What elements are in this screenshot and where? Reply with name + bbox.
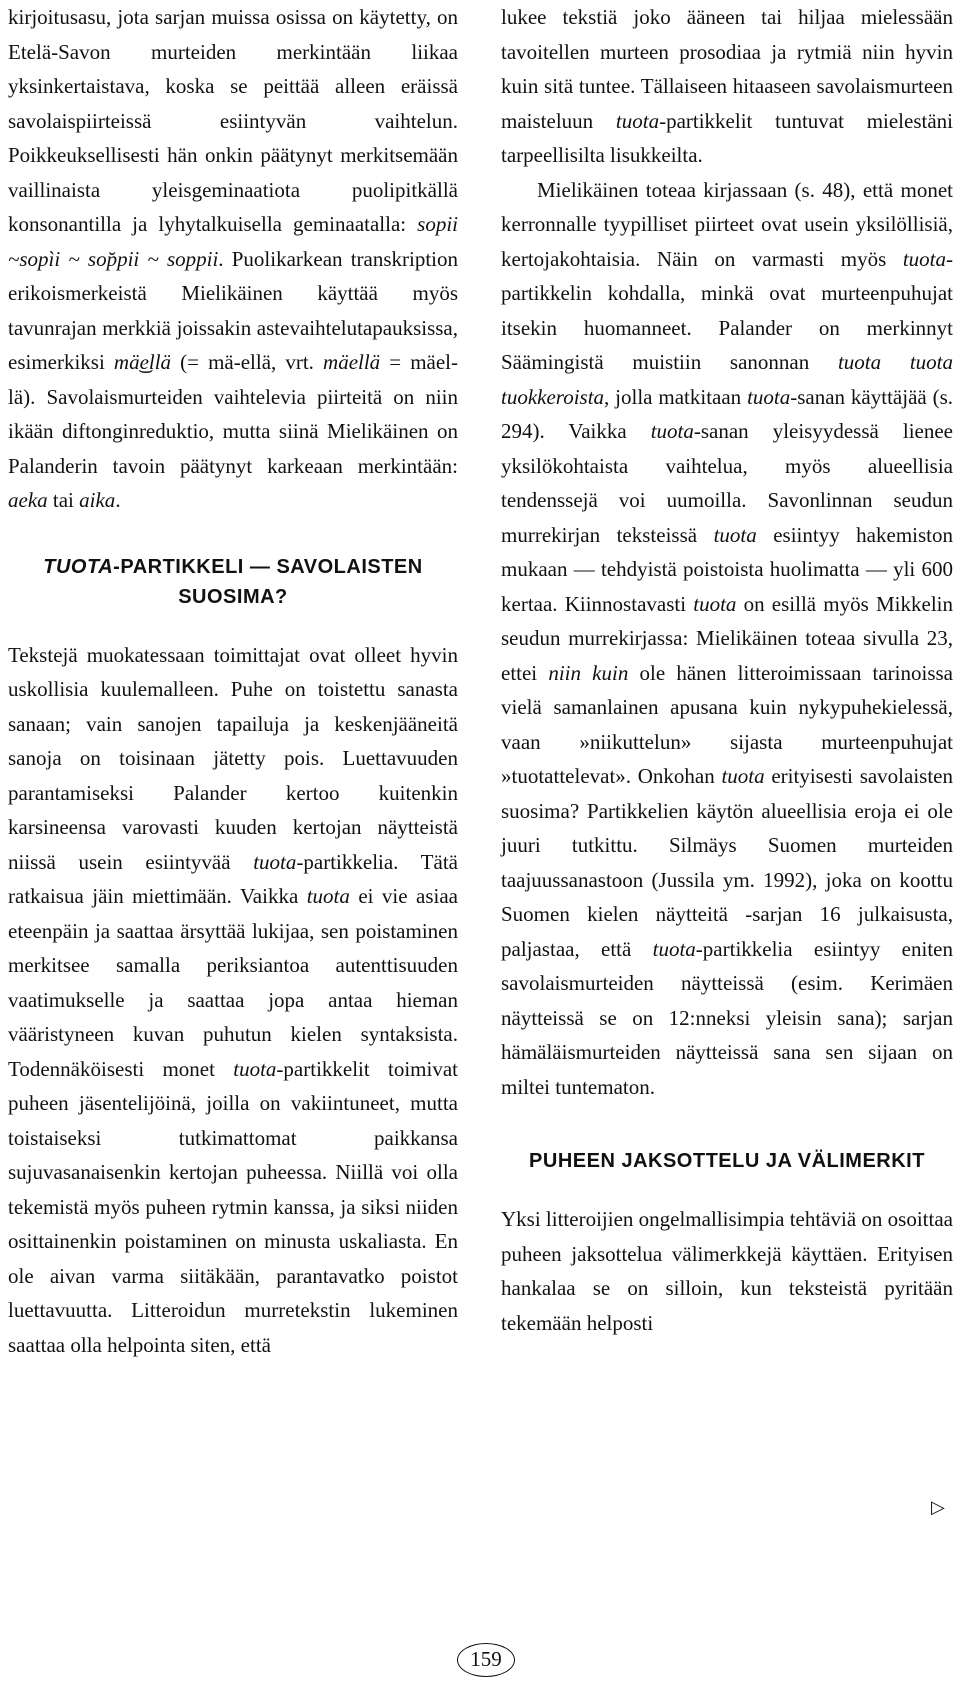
right-column (501, 0, 953, 1340)
left-column (8, 0, 458, 1362)
page-number: 159 (457, 1643, 515, 1677)
left-paragraph-1: kirjoitusasu, jota sarjan muissa osissa on käytetty, on Etelä-Savon murteiden merkintään liikaa yksinkertaistava, koska se peittää alleen eräissä savolaispiirteissä esiintyvän vaihtelun. Poikkeuksellisesti hän onkin päätynyt merkitsemään vaillinaista yleisgeminaatiota puolipitkällä konsonantilla ja lyhytalkuisella geminaatalla: sopii ~sopìi ~ sop̆pii ~ soppii. Puolikarkean transkription erikoismerkeistä Mielikäinen käyttää myös tavunrajan merkkiä joissakin astevaihtelutapauksissa, esimerkiksi mä͜ellä (= mä-ellä, vrt. mäellä = mäel-lä). Savolaismurteiden vaihtelevia piirteitä on niin ikään diftonginreduktio, mutta siinä Mielikäinen on Palanderin tavoin päätynyt karkeaan merkintään: aeka tai aika. (8, 5, 459, 512)
section-heading-jaksottelu: PUHEEN JAKSOTTELU JA VÄLIMERKIT (529, 1150, 925, 1172)
right-paragraph-2: Mielikäinen toteaa kirjassaan (s. 48), että monet kerronnalle tyypilliset piirteet ovat usein yksilöllisiä, kertojakohtaisia. Näin on varmasti myös tuota-partikkelin kohdalla, minkä ovat murteenpuhujat itsekin huomanneet. Palander on merkinnyt Säämingistä muistiin sanonnan tuota tuota tuokkeroista, jolla matkitaan tuota-sanan käyttäjää (s. 294). Vaikka tuota-sanan yleisyydessä lienee yksilökohtaista vaihtelua, myös alueellisia tendenssejä voi uumoilla. Savonlinnan seudun murrekirjan teksteissä tuota esiintyy hakemiston mukaan — tehdyistä poistoista huolimatta — yli 600 kertaa. Kiinnostavasti tuota on esillä myös Mikkelin seudun murrekirjassa: Mielikäinen toteaa sivulla 23, ettei niin kuin ole hänen litteroimissaan tarinoissa vielä samanlainen apusana kuin nykypuhekielessä, vaan »niikuttelun» sijasta murteenpuhujat »tuotattelevat». Onkohan tuota erityisesti savolaisten suosima? Partikkelien käytön alueellisia eroja ei ole juuri tutkittu. Silmäys Suomen murteiden taajuussanastoon (Jussila ym. 1992), joka on koottu Suomen kielen näytteitä -sarjan 16 julkaisusta, paljastaa, että tuota-partikkelia esiintyy eniten savolaismurteiden näytteissä (esim. Kerimäen näytteissä se on 12:nneksi yleisin sana); sarjan hämäläismurteiden näytteissä sana sen sijaan on miltei tuntematon. (501, 177, 954, 1099)
right-paragraph-1: lukee tekstiä joko ääneen tai hiljaa mielessään tavoitellen murteen prosodiaa ja rytmiä niin hyvin kuin sitä tuntee. Tällaiseen hitaaseen savolaismurteen maisteluun tuota-partikkelit tuntuvat mielestäni tarpeellisilta lisukkeilta. (501, 5, 953, 167)
left-paragraph-2: Tekstejä muokatessaan toimittajat ovat olleet hyvin uskollisia kuulemalleen. Puhe on toistettu sanasta sanaan; vain sanojen tapailuja ja keskenjääneitä sanoja on toisinaan jätetty pois. Luettavuuden parantamiseksi Palander kertoo kuitenkin karsineensa varovasti kuuden kertojan näytteistä niissä usein esiintyvää tuota-partikkelia. Tätä ratkaisua jäin miettimään. Vaikka tuota ei vie asiaa eteenpäin ja saattaa ärsyttää lukijaa, sen poistaminen merkitsee samalla periksiantoa autenttisuuden vaatimukselle ja saattaa jopa antaa hieman vääristyneen kuvan puhutun kielen syntaksista. Todennäköisesti monet tuota-partikkelit toimivat puheen jäsentelijöinä, joilla on vakiintuneet, mutta toistaiseksi tutkimattomat paikkansa sujuvasanaisenkin kertojan puheessa. Niillä voi olla tekemistä myös puheen rytmin kanssa, ja siksi niiden osittainenkin poistaminen on minusta uskaliasta. En ole aivan varma siitäkään, parantavatko poistot luettavuutta. Litteroidun murretekstin lukeminen saattaa olla helpointa siten, että (8, 642, 459, 1357)
right-paragraph-3: Yksi litteroijien ongelmallisimpia tehtäviä on osoittaa puheen jaksottelua välimerkkejä käyttäen. Erityisen hankalaa se on silloin, kun teksteistä pyritään tekemään helposti (501, 1207, 953, 1335)
next-page-arrow-icon: ▷ (931, 1497, 945, 1518)
section-heading-tuota: TUOTA-PARTIKKELI — SAVOLAISTEN SUOSIMA? (43, 555, 423, 608)
